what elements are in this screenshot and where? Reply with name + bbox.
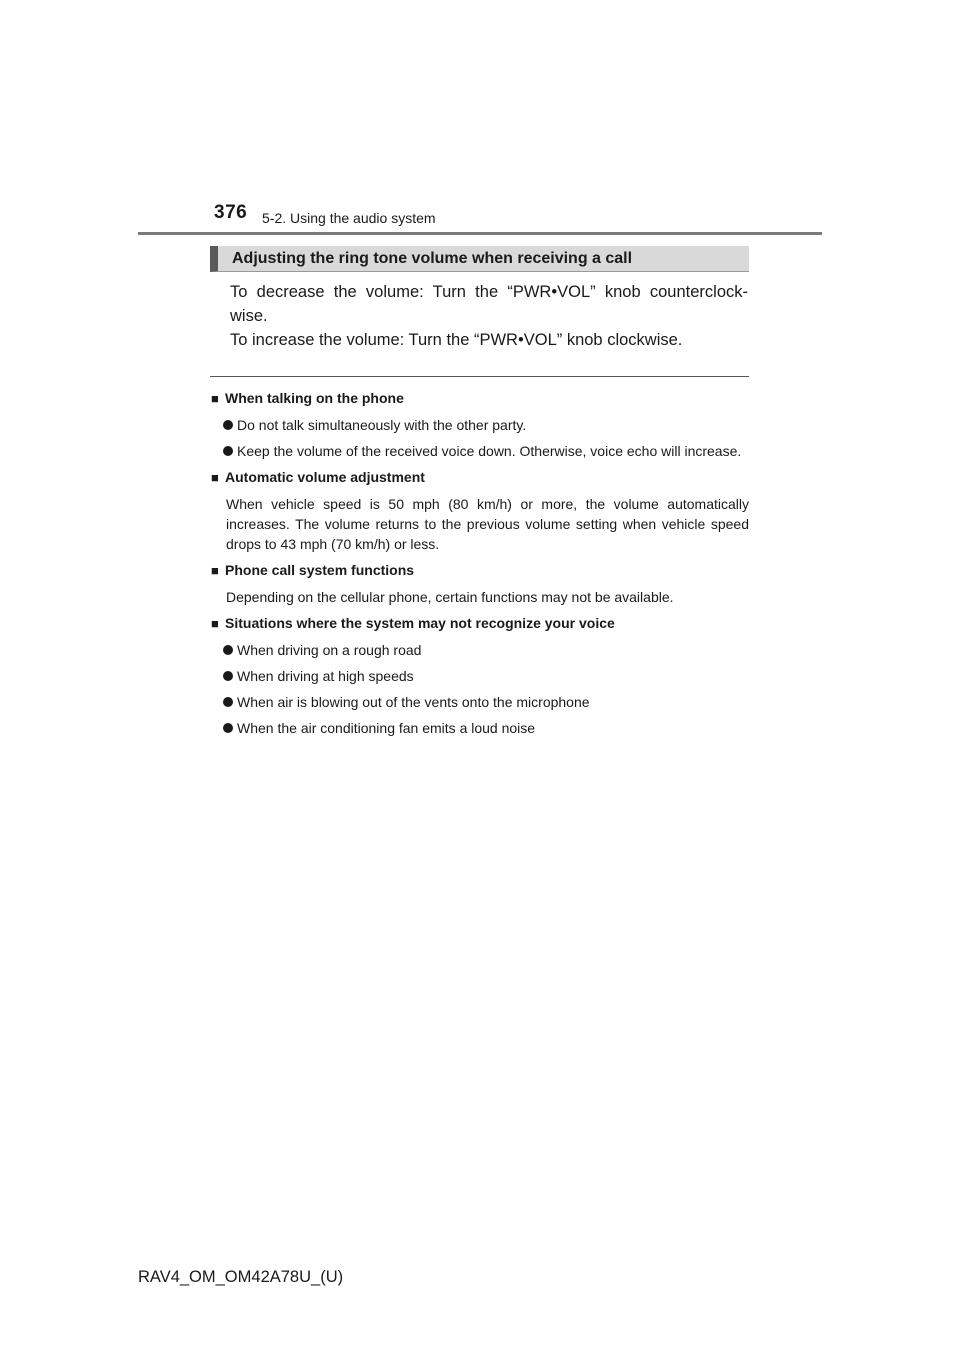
note-bullet [211, 415, 749, 435]
note-title: Situations where the system may not recognize your voice [225, 615, 615, 631]
subheading-box [210, 246, 749, 272]
note-title: When talking on the phone [225, 390, 404, 406]
note-bullet [211, 718, 749, 738]
notes-divider [210, 376, 749, 377]
bullet-text: When driving at high speeds [237, 668, 414, 684]
subheading-title: Adjusting the ring tone volume when receiving a call [232, 250, 633, 267]
circle-bullet-icon [223, 645, 233, 655]
circle-bullet-icon [223, 446, 233, 456]
circle-bullet-icon [223, 671, 233, 681]
circle-bullet-icon [223, 697, 233, 707]
note-heading [211, 467, 749, 488]
body-paragraph-decrease: To decrease the volume: Turn the “PWR•VOL” knob counterclock-wise. [230, 283, 748, 325]
bullet-text: Keep the volume of the received voice down. Otherwise, voice echo will increase. [237, 443, 742, 459]
page-number: 376 [214, 202, 248, 223]
note-bullet [211, 441, 749, 461]
note-heading [211, 613, 749, 634]
note-text: When vehicle speed is 50 mph (80 km/h) or more, the volume automatically increases. The volume returns to the previous volume setting when vehicle speed drops to 43 mph (70 km/h) or less. [226, 496, 749, 552]
circle-bullet-icon [223, 420, 233, 430]
square-bullet-icon: ■ [211, 616, 219, 631]
bullet-text: Do not talk simultaneously with the other party. [237, 417, 527, 433]
note-heading [211, 388, 749, 409]
note-bullet [211, 666, 749, 686]
square-bullet-icon: ■ [211, 563, 219, 578]
notes-section [211, 388, 749, 744]
bullet-text: When air is blowing out of the vents onto the microphone [237, 694, 590, 710]
square-bullet-icon: ■ [211, 470, 219, 485]
note-heading [211, 560, 749, 581]
body-paragraph-increase: To increase the volume: Turn the “PWR•VOL” knob clockwise. [230, 331, 683, 349]
circle-bullet-icon [223, 723, 233, 733]
note-bullet [211, 692, 749, 712]
bullet-text: When driving on a rough road [237, 642, 422, 658]
note-title: Phone call system functions [225, 562, 415, 578]
header-rule [138, 232, 822, 235]
bullet-text: When the air conditioning fan emits a loud noise [237, 720, 536, 736]
section-label: 5-2. Using the audio system [262, 210, 436, 226]
note-text: Depending on the cellular phone, certain functions may not be available. [226, 589, 674, 605]
document-code: RAV4_OM_OM42A78U_(U) [138, 1268, 344, 1286]
note-title: Automatic volume adjustment [225, 469, 425, 485]
note-bullet [211, 640, 749, 660]
square-bullet-icon: ■ [211, 391, 219, 406]
